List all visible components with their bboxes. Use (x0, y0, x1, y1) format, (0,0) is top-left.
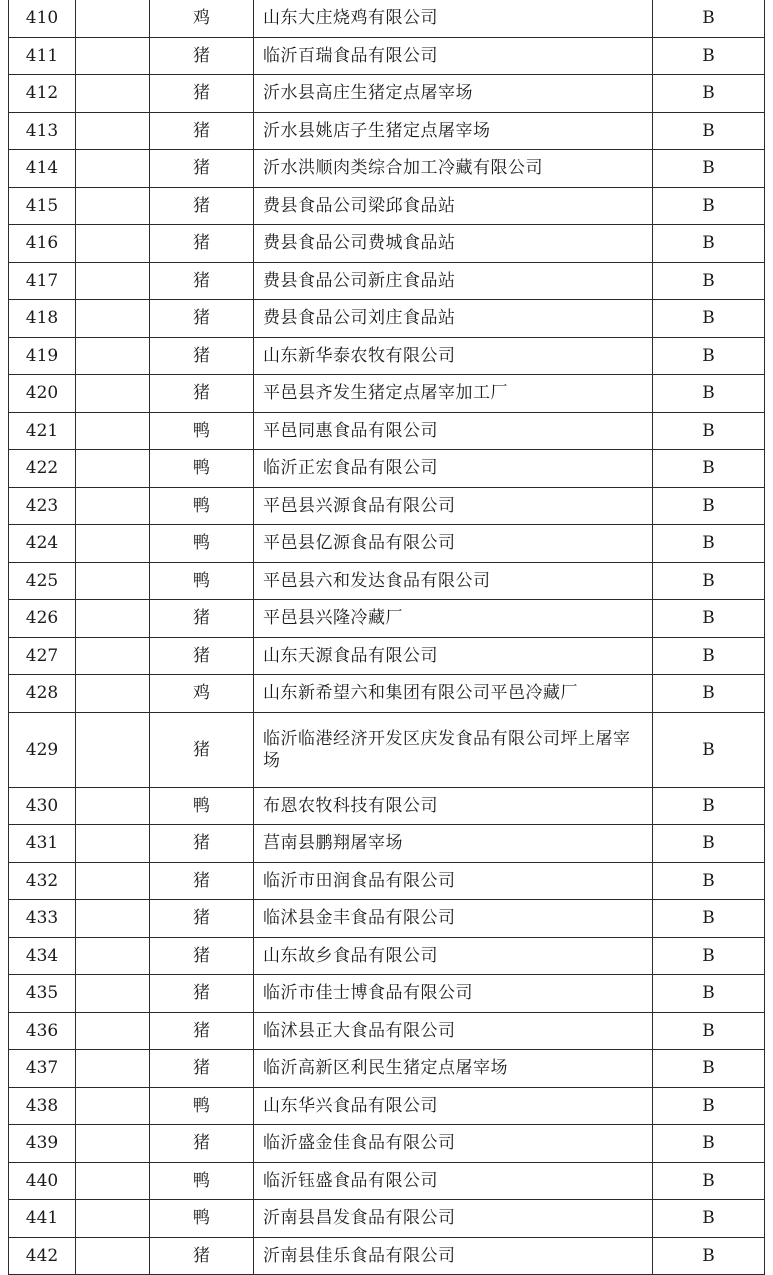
blank-cell (76, 1012, 150, 1050)
enterprise-name-cell: 山东故乡食品有限公司 (254, 937, 653, 975)
table-row (9, 937, 765, 975)
table-row (9, 225, 765, 263)
animal-type-cell: 猪 (150, 1237, 254, 1275)
animal-type-cell: 猪 (150, 187, 254, 225)
table-row (9, 337, 765, 375)
grade-cell: B (653, 975, 765, 1013)
grade-cell: B (653, 187, 765, 225)
enterprise-name-cell: 莒南县鹏翔屠宰场 (254, 825, 653, 863)
grade-cell: B (653, 900, 765, 938)
blank-cell (76, 525, 150, 563)
row-number-cell: 422 (9, 450, 76, 488)
animal-type-cell: 猪 (150, 75, 254, 113)
row-number-cell: 430 (9, 787, 76, 825)
table-row (9, 1050, 765, 1088)
enterprise-name-cell: 临沂正宏食品有限公司 (254, 450, 653, 488)
blank-cell (76, 1200, 150, 1238)
animal-type-cell: 猪 (150, 1050, 254, 1088)
blank-cell (76, 862, 150, 900)
blank-cell (76, 900, 150, 938)
grade-cell: B (653, 1237, 765, 1275)
enterprise-name-cell: 临沭县正大食品有限公司 (254, 1012, 653, 1050)
blank-cell (76, 675, 150, 713)
table-row (9, 375, 765, 413)
row-number-cell: 438 (9, 1087, 76, 1125)
animal-type-cell: 鸭 (150, 1200, 254, 1238)
row-number-cell: 414 (9, 150, 76, 188)
grade-cell: B (653, 525, 765, 563)
table-row (9, 187, 765, 225)
table-row (9, 112, 765, 150)
grade-cell: B (653, 1050, 765, 1088)
grade-cell: B (653, 150, 765, 188)
grade-cell: B (653, 1200, 765, 1238)
blank-cell (76, 300, 150, 338)
row-number-cell: 436 (9, 1012, 76, 1050)
enterprise-name-cell: 沂南县佳乐食品有限公司 (254, 1237, 653, 1275)
row-number-cell: 435 (9, 975, 76, 1013)
row-number-cell: 439 (9, 1125, 76, 1163)
row-number-cell: 442 (9, 1237, 76, 1275)
table-row (9, 1237, 765, 1275)
animal-type-cell: 鸡 (150, 675, 254, 713)
table-row (9, 862, 765, 900)
enterprise-name-cell: 临沂盛金佳食品有限公司 (254, 1125, 653, 1163)
animal-type-cell: 鸭 (150, 1087, 254, 1125)
blank-cell (76, 1087, 150, 1125)
table-row (9, 1162, 765, 1200)
animal-type-cell: 鸭 (150, 562, 254, 600)
blank-cell (76, 225, 150, 263)
enterprise-name-cell: 沂水洪顺肉类综合加工冷藏有限公司 (254, 150, 653, 188)
animal-type-cell: 猪 (150, 600, 254, 638)
row-number-cell: 423 (9, 487, 76, 525)
grade-cell: B (653, 1087, 765, 1125)
animal-type-cell: 猪 (150, 37, 254, 75)
enterprise-name-cell: 费县食品公司新庄食品站 (254, 262, 653, 300)
blank-cell (76, 375, 150, 413)
row-number-cell: 437 (9, 1050, 76, 1088)
row-number-cell: 429 (9, 712, 76, 787)
table-row (9, 675, 765, 713)
grade-cell: B (653, 937, 765, 975)
animal-type-cell: 猪 (150, 975, 254, 1013)
enterprise-name-cell: 布恩农牧科技有限公司 (254, 787, 653, 825)
blank-cell (76, 1050, 150, 1088)
enterprise-name-cell: 临沂百瑞食品有限公司 (254, 37, 653, 75)
table-row (9, 1087, 765, 1125)
table-row (9, 525, 765, 563)
blank-cell (76, 600, 150, 638)
row-number-cell: 417 (9, 262, 76, 300)
table-row (9, 150, 765, 188)
blank-cell (76, 0, 150, 37)
enterprise-name-cell: 沂水县高庄生猪定点屠宰场 (254, 75, 653, 113)
blank-cell (76, 412, 150, 450)
grade-cell: B (653, 262, 765, 300)
grade-cell: B (653, 337, 765, 375)
blank-cell (76, 337, 150, 375)
animal-type-cell: 鸭 (150, 525, 254, 563)
animal-type-cell: 猪 (150, 337, 254, 375)
table-row (9, 1200, 765, 1238)
animal-type-cell: 猪 (150, 225, 254, 263)
row-number-cell: 428 (9, 675, 76, 713)
animal-type-cell: 猪 (150, 900, 254, 938)
row-number-cell: 424 (9, 525, 76, 563)
animal-type-cell: 猪 (150, 637, 254, 675)
row-number-cell: 434 (9, 937, 76, 975)
enterprise-name-cell: 平邑县兴源食品有限公司 (254, 487, 653, 525)
animal-type-cell: 鸭 (150, 1162, 254, 1200)
grade-cell: B (653, 675, 765, 713)
enterprise-name-cell: 临沂高新区利民生猪定点屠宰场 (254, 1050, 653, 1088)
table-row (9, 450, 765, 488)
grade-cell: B (653, 75, 765, 113)
blank-cell (76, 37, 150, 75)
enterprise-name-cell: 费县食品公司梁邱食品站 (254, 187, 653, 225)
animal-type-cell: 猪 (150, 300, 254, 338)
enterprise-name-cell: 沂南县昌发食品有限公司 (254, 1200, 653, 1238)
enterprise-name-cell: 费县食品公司刘庄食品站 (254, 300, 653, 338)
enterprise-name-cell (254, 712, 653, 787)
blank-cell (76, 562, 150, 600)
enterprise-name-cell: 平邑县兴隆冷藏厂 (254, 600, 653, 638)
enterprise-name-cell: 沂水县姚店子生猪定点屠宰场 (254, 112, 653, 150)
enterprise-name-text: 临沂临港经济开发区庆发食品有限公司坪上屠宰场 (263, 728, 631, 771)
table-row (9, 787, 765, 825)
table-row (9, 825, 765, 863)
blank-cell (76, 637, 150, 675)
animal-type-cell: 猪 (150, 262, 254, 300)
table-row (9, 75, 765, 113)
row-number-cell: 426 (9, 600, 76, 638)
grade-cell: B (653, 487, 765, 525)
animal-type-cell: 猪 (150, 937, 254, 975)
table-row (9, 637, 765, 675)
enterprise-name-cell: 平邑县亿源食品有限公司 (254, 525, 653, 563)
blank-cell (76, 487, 150, 525)
grade-cell: B (653, 1125, 765, 1163)
grade-cell: B (653, 825, 765, 863)
grade-cell: B (653, 112, 765, 150)
table-row (9, 1012, 765, 1050)
table-row (9, 900, 765, 938)
enterprise-name-cell: 平邑同惠食品有限公司 (254, 412, 653, 450)
table-row (9, 1125, 765, 1163)
animal-type-cell: 鸭 (150, 412, 254, 450)
enterprise-name-cell: 山东新华泰农牧有限公司 (254, 337, 653, 375)
enterprise-name-cell: 临沭县金丰食品有限公司 (254, 900, 653, 938)
animal-type-cell: 鸭 (150, 787, 254, 825)
grade-cell: B (653, 1162, 765, 1200)
animal-type-cell: 猪 (150, 150, 254, 188)
table-row (9, 412, 765, 450)
animal-type-cell: 猪 (150, 862, 254, 900)
blank-cell (76, 1237, 150, 1275)
row-number-cell: 421 (9, 412, 76, 450)
row-number-cell: 433 (9, 900, 76, 938)
table-row (9, 712, 765, 787)
blank-cell (76, 75, 150, 113)
row-number-cell: 410 (9, 0, 76, 37)
grade-cell: B (653, 712, 765, 787)
table-body (9, 0, 765, 1275)
blank-cell (76, 262, 150, 300)
grade-cell: B (653, 225, 765, 263)
row-number-cell: 427 (9, 637, 76, 675)
row-number-cell: 420 (9, 375, 76, 413)
animal-type-cell: 猪 (150, 825, 254, 863)
table-row (9, 262, 765, 300)
row-number-cell: 416 (9, 225, 76, 263)
blank-cell (76, 450, 150, 488)
grade-cell: B (653, 862, 765, 900)
enterprise-name-cell: 山东新希望六和集团有限公司平邑冷藏厂 (254, 675, 653, 713)
animal-type-cell: 猪 (150, 1012, 254, 1050)
blank-cell (76, 150, 150, 188)
row-number-cell: 425 (9, 562, 76, 600)
grade-cell: B (653, 375, 765, 413)
row-number-cell: 411 (9, 37, 76, 75)
animal-type-cell: 鸭 (150, 450, 254, 488)
row-number-cell: 432 (9, 862, 76, 900)
blank-cell (76, 1162, 150, 1200)
grade-cell: B (653, 450, 765, 488)
slaughterhouse-table (8, 0, 765, 1275)
table-row (9, 0, 765, 37)
enterprise-name-cell: 临沂市田润食品有限公司 (254, 862, 653, 900)
grade-cell: B (653, 787, 765, 825)
table-row (9, 300, 765, 338)
enterprise-name-cell: 平邑县齐发生猪定点屠宰加工厂 (254, 375, 653, 413)
blank-cell (76, 975, 150, 1013)
table-row (9, 487, 765, 525)
blank-cell (76, 112, 150, 150)
grade-cell: B (653, 600, 765, 638)
blank-cell (76, 1125, 150, 1163)
animal-type-cell: 猪 (150, 1125, 254, 1163)
row-number-cell: 440 (9, 1162, 76, 1200)
row-number-cell: 415 (9, 187, 76, 225)
row-number-cell: 412 (9, 75, 76, 113)
row-number-cell: 419 (9, 337, 76, 375)
grade-cell: B (653, 412, 765, 450)
row-number-cell: 413 (9, 112, 76, 150)
animal-type-cell: 鸡 (150, 0, 254, 37)
grade-cell: B (653, 637, 765, 675)
grade-cell: B (653, 300, 765, 338)
animal-type-cell: 猪 (150, 375, 254, 413)
table-row (9, 562, 765, 600)
row-number-cell: 418 (9, 300, 76, 338)
enterprise-name-cell: 临沂市佳士博食品有限公司 (254, 975, 653, 1013)
enterprise-name-cell: 临沂钰盛食品有限公司 (254, 1162, 653, 1200)
row-number-cell: 441 (9, 1200, 76, 1238)
animal-type-cell: 猪 (150, 712, 254, 787)
enterprise-name-cell: 费县食品公司费城食品站 (254, 225, 653, 263)
blank-cell (76, 825, 150, 863)
grade-cell: B (653, 0, 765, 37)
table-row (9, 975, 765, 1013)
enterprise-name-cell: 山东大庄烧鸡有限公司 (254, 0, 653, 37)
blank-cell (76, 937, 150, 975)
blank-cell (76, 712, 150, 787)
enterprise-name-cell: 山东天源食品有限公司 (254, 637, 653, 675)
grade-cell: B (653, 37, 765, 75)
blank-cell (76, 787, 150, 825)
blank-cell (76, 187, 150, 225)
table-row (9, 600, 765, 638)
grade-cell: B (653, 1012, 765, 1050)
animal-type-cell: 猪 (150, 112, 254, 150)
row-number-cell: 431 (9, 825, 76, 863)
enterprise-name-cell: 平邑县六和发达食品有限公司 (254, 562, 653, 600)
animal-type-cell: 鸭 (150, 487, 254, 525)
grade-cell: B (653, 562, 765, 600)
table-row (9, 37, 765, 75)
enterprise-name-cell: 山东华兴食品有限公司 (254, 1087, 653, 1125)
